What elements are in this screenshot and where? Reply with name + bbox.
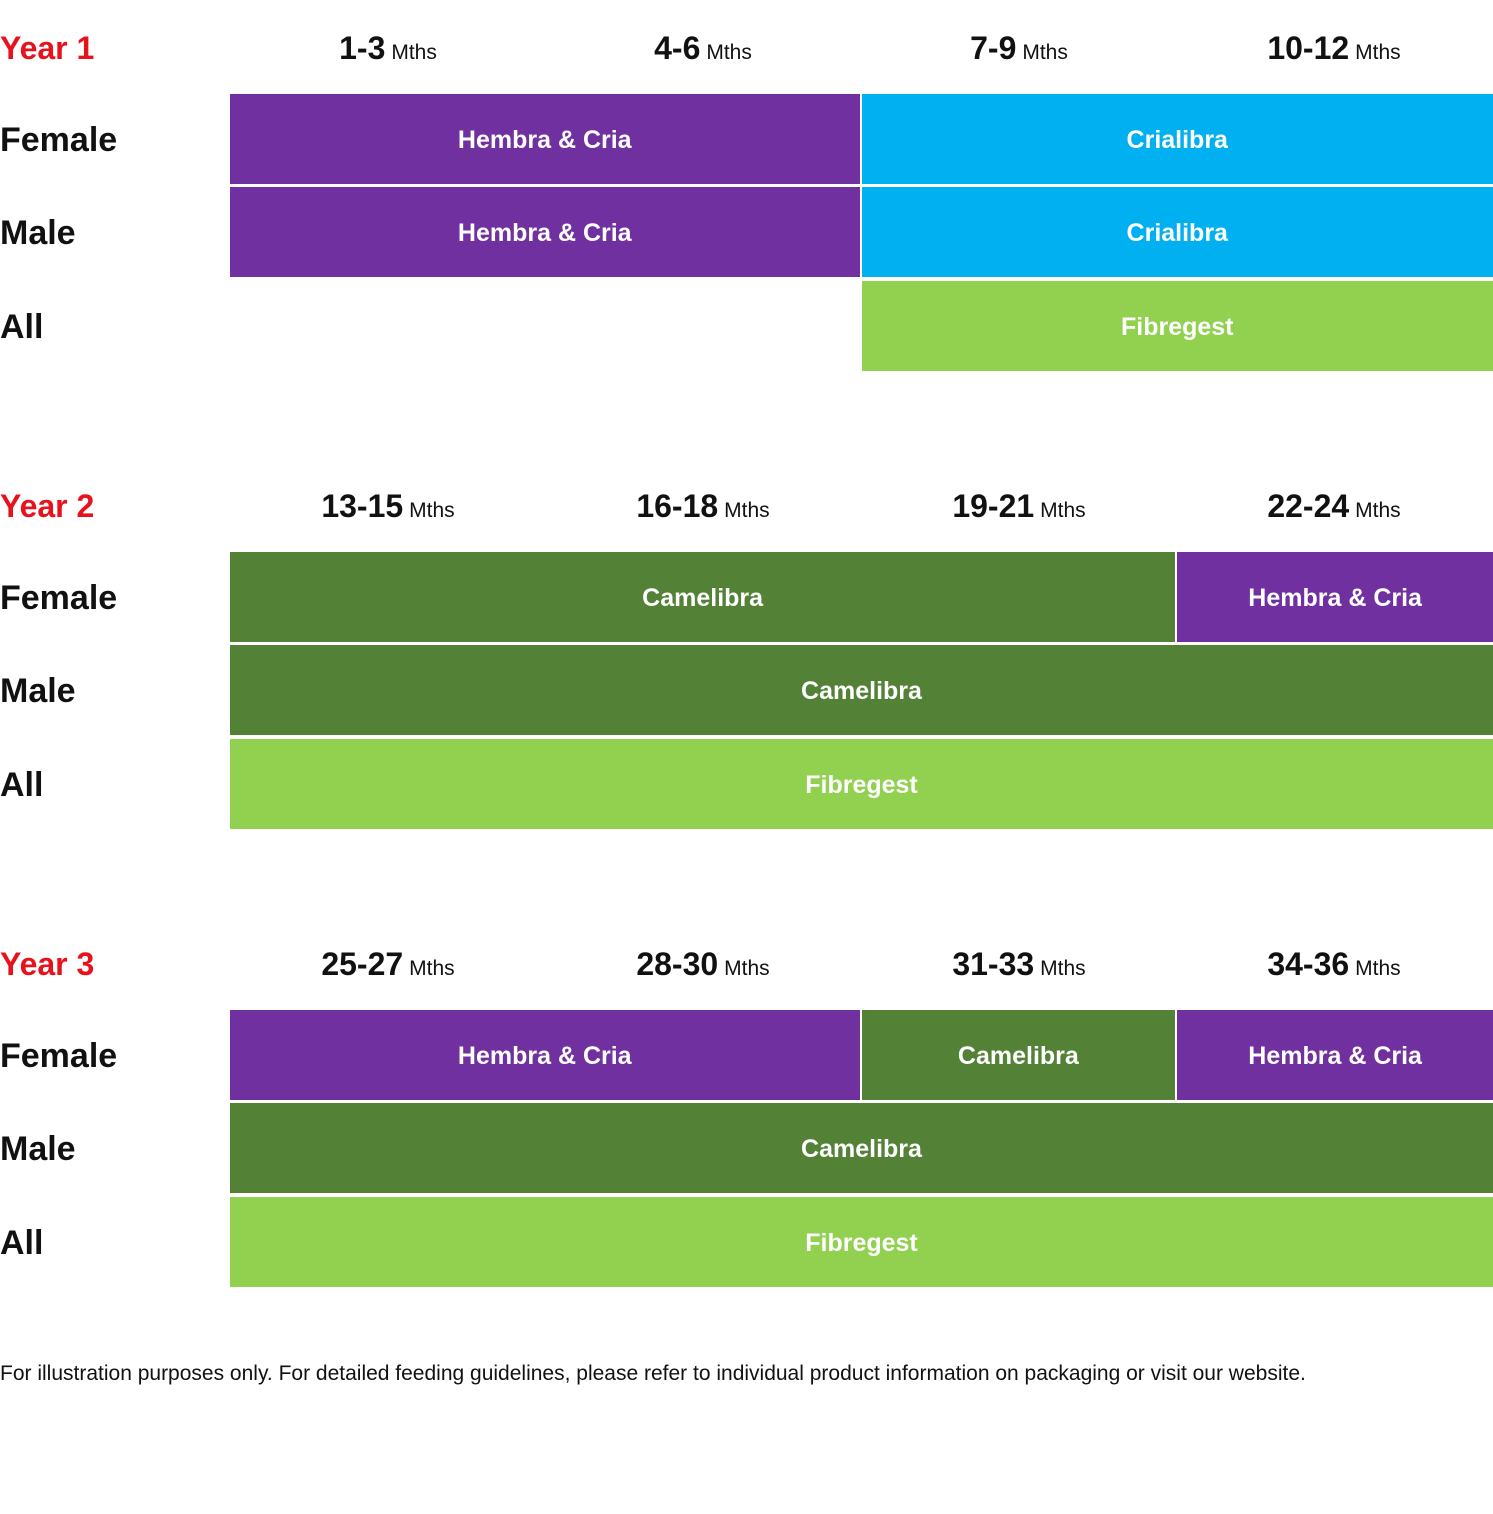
product-bar: Camelibra bbox=[230, 645, 1493, 737]
period-unit: Mths bbox=[409, 957, 455, 980]
period-range: 1-3 bbox=[339, 30, 386, 66]
period-unit: Mths bbox=[1022, 41, 1068, 64]
row-label: Male bbox=[0, 1130, 76, 1168]
period-unit: Mths bbox=[724, 499, 770, 522]
period-unit: Mths bbox=[1355, 957, 1401, 980]
period-range: 19-21 bbox=[952, 488, 1035, 524]
product-bar: Fibregest bbox=[862, 281, 1493, 373]
row-label: Female bbox=[0, 1037, 118, 1075]
period-range: 7-9 bbox=[970, 30, 1017, 66]
product-bar: Hembra & Cria bbox=[1177, 552, 1493, 644]
period-range: 13-15 bbox=[321, 488, 404, 524]
period-unit: Mths bbox=[1355, 41, 1401, 64]
row-label: All bbox=[0, 308, 44, 346]
year-section bbox=[0, 942, 1493, 1302]
period-range: 10-12 bbox=[1267, 30, 1350, 66]
product-bar: Fibregest bbox=[230, 739, 1493, 831]
period-header bbox=[862, 484, 1177, 528]
year-section bbox=[0, 26, 1493, 386]
period-range: 28-30 bbox=[636, 946, 719, 982]
period-unit: Mths bbox=[1040, 957, 1086, 980]
product-bar: Camelibra bbox=[230, 1103, 1493, 1195]
period-unit: Mths bbox=[1040, 499, 1086, 522]
period-range: 25-27 bbox=[321, 946, 404, 982]
period-unit: Mths bbox=[409, 499, 455, 522]
row-label: Female bbox=[0, 121, 118, 159]
product-bar: Hembra & Cria bbox=[1177, 1010, 1493, 1102]
period-header bbox=[546, 26, 861, 70]
period-header bbox=[862, 942, 1177, 986]
period-unit: Mths bbox=[724, 957, 770, 980]
period-header bbox=[1177, 26, 1492, 70]
product-bar: Crialibra bbox=[862, 187, 1493, 279]
period-range: 34-36 bbox=[1267, 946, 1350, 982]
product-bar: Hembra & Cria bbox=[230, 94, 862, 186]
period-header bbox=[231, 26, 546, 70]
period-header bbox=[546, 484, 861, 528]
product-bar: Hembra & Cria bbox=[230, 187, 862, 279]
period-range: 16-18 bbox=[636, 488, 719, 524]
period-unit: Mths bbox=[391, 41, 437, 64]
row-label: Male bbox=[0, 214, 76, 252]
row-label: All bbox=[0, 1224, 44, 1262]
period-header bbox=[546, 942, 861, 986]
row-label: All bbox=[0, 766, 44, 804]
period-range: 31-33 bbox=[952, 946, 1035, 982]
period-unit: Mths bbox=[706, 41, 752, 64]
period-header bbox=[862, 26, 1177, 70]
period-range: 22-24 bbox=[1267, 488, 1350, 524]
period-header bbox=[1177, 484, 1492, 528]
year-section bbox=[0, 484, 1493, 844]
year-label: Year 2 bbox=[0, 488, 95, 524]
row-label: Female bbox=[0, 579, 118, 617]
year-label: Year 3 bbox=[0, 946, 95, 982]
row-label: Male bbox=[0, 672, 76, 710]
period-header bbox=[231, 484, 546, 528]
year-label: Year 1 bbox=[0, 30, 95, 66]
product-bar: Fibregest bbox=[230, 1197, 1493, 1289]
footer-note: For illustration purposes only. For detailed feeding guidelines, please refer to individual product information on packaging or visit our website. bbox=[0, 1362, 1306, 1385]
period-header bbox=[1177, 942, 1492, 986]
period-range: 4-6 bbox=[654, 30, 701, 66]
period-header bbox=[231, 942, 546, 986]
product-bar: Camelibra bbox=[230, 552, 1177, 644]
product-bar: Camelibra bbox=[862, 1010, 1178, 1102]
product-bar: Hembra & Cria bbox=[230, 1010, 862, 1102]
product-bar: Crialibra bbox=[862, 94, 1493, 186]
period-unit: Mths bbox=[1355, 499, 1401, 522]
